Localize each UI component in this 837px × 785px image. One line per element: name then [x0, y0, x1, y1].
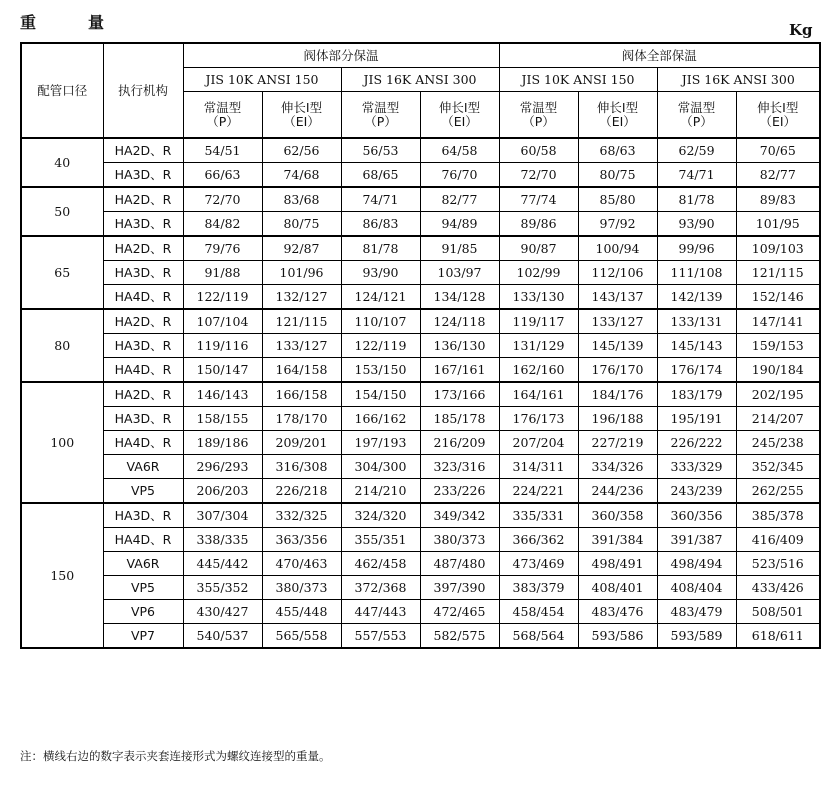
weight-cell: 107/104	[183, 309, 262, 334]
actuator-cell: HA4D、R	[103, 528, 183, 552]
header-full-insulation: 阀体全部保温	[499, 43, 820, 68]
header-standard: JIS 16K ANSI 300	[657, 68, 820, 92]
weight-cell: 109/103	[736, 236, 820, 261]
weight-cell: 335/331	[499, 503, 578, 528]
weight-cell: 314/311	[499, 455, 578, 479]
weight-cell: 433/426	[736, 576, 820, 600]
weight-cell: 332/325	[262, 503, 341, 528]
weight-cell: 150/147	[183, 358, 262, 383]
header-pipe-size: 配管口径	[21, 43, 103, 138]
weight-cell: 304/300	[341, 455, 420, 479]
weight-cell: 153/150	[341, 358, 420, 383]
weight-cell: 72/70	[183, 187, 262, 212]
header-type-code: （EⅠ）	[441, 113, 478, 129]
weight-cell: 334/326	[578, 455, 657, 479]
table-row	[21, 528, 820, 552]
table-row	[21, 334, 820, 358]
weight-cell: 498/494	[657, 552, 736, 576]
pipe-size-cell: 100	[21, 382, 103, 503]
weight-cell: 97/92	[578, 212, 657, 237]
weight-cell: 195/191	[657, 407, 736, 431]
weight-cell: 385/378	[736, 503, 820, 528]
weight-cell: 93/90	[341, 261, 420, 285]
weight-cell: 121/115	[736, 261, 820, 285]
table-row	[21, 358, 820, 383]
header-type-e1	[736, 92, 820, 139]
weight-cell: 124/121	[341, 285, 420, 310]
weight-cell: 122/119	[183, 285, 262, 310]
weight-cell: 226/218	[262, 479, 341, 504]
weight-cell: 593/586	[578, 624, 657, 649]
footnote: 注：横线右边的数字表示夹套连接形式为螺纹连接型的重量。	[20, 749, 331, 763]
weight-cell: 316/308	[262, 455, 341, 479]
weight-cell: 209/201	[262, 431, 341, 455]
weight-cell: 132/127	[262, 285, 341, 310]
weight-cell: 85/80	[578, 187, 657, 212]
header-type-p	[657, 92, 736, 139]
weight-cell: 80/75	[262, 212, 341, 237]
table-row	[21, 455, 820, 479]
weight-cell: 164/158	[262, 358, 341, 383]
weight-cell: 147/141	[736, 309, 820, 334]
header-type-code: （P）	[206, 113, 239, 129]
weight-cell: 243/239	[657, 479, 736, 504]
actuator-cell: VP5	[103, 479, 183, 504]
weight-cell: 154/150	[341, 382, 420, 407]
weight-cell: 307/304	[183, 503, 262, 528]
actuator-cell: VA6R	[103, 552, 183, 576]
actuator-cell: HA3D、R	[103, 503, 183, 528]
weight-cell: 90/87	[499, 236, 578, 261]
weight-cell: 262/255	[736, 479, 820, 504]
actuator-cell: VA6R	[103, 455, 183, 479]
weight-cell: 207/204	[499, 431, 578, 455]
weight-cell: 397/390	[420, 576, 499, 600]
actuator-cell: HA3D、R	[103, 163, 183, 188]
actuator-cell: HA4D、R	[103, 431, 183, 455]
weight-cell: 146/143	[183, 382, 262, 407]
weight-cell: 483/476	[578, 600, 657, 624]
weight-cell: 226/222	[657, 431, 736, 455]
weight-cell: 473/469	[499, 552, 578, 576]
weight-cell: 462/458	[341, 552, 420, 576]
header-type-name: 伸长Ⅰ型	[757, 99, 799, 115]
weight-cell: 349/342	[420, 503, 499, 528]
weight-cell: 91/85	[420, 236, 499, 261]
weight-cell: 416/409	[736, 528, 820, 552]
weight-cell: 508/501	[736, 600, 820, 624]
pipe-size-cell: 65	[21, 236, 103, 309]
weight-cell: 565/558	[262, 624, 341, 649]
weight-cell: 80/75	[578, 163, 657, 188]
weight-cell: 60/58	[499, 138, 578, 163]
header-type-name: 常温型	[519, 99, 558, 115]
actuator-cell: HA3D、R	[103, 261, 183, 285]
weight-cell: 216/209	[420, 431, 499, 455]
header-type-p	[183, 92, 262, 139]
weight-cell: 296/293	[183, 455, 262, 479]
weight-cell: 338/335	[183, 528, 262, 552]
actuator-cell: HA3D、R	[103, 212, 183, 237]
table-row	[21, 624, 820, 649]
weight-cell: 366/362	[499, 528, 578, 552]
table-row	[21, 163, 820, 188]
weight-cell: 77/74	[499, 187, 578, 212]
actuator-cell: HA3D、R	[103, 334, 183, 358]
weight-cell: 92/87	[262, 236, 341, 261]
weight-cell: 101/95	[736, 212, 820, 237]
header-type-e1	[578, 92, 657, 139]
weight-cell: 224/221	[499, 479, 578, 504]
weight-cell: 152/146	[736, 285, 820, 310]
weight-cell: 162/160	[499, 358, 578, 383]
weight-cell: 391/384	[578, 528, 657, 552]
weight-cell: 189/186	[183, 431, 262, 455]
weight-cell: 133/127	[578, 309, 657, 334]
weight-cell: 124/118	[420, 309, 499, 334]
weight-cell: 72/70	[499, 163, 578, 188]
weight-cell: 363/356	[262, 528, 341, 552]
weight-cell: 134/128	[420, 285, 499, 310]
weight-cell: 167/161	[420, 358, 499, 383]
weight-cell: 133/127	[262, 334, 341, 358]
header-type-code: （EⅠ）	[283, 113, 320, 129]
header-type-name: 常温型	[361, 99, 400, 115]
weight-cell: 62/56	[262, 138, 341, 163]
weight-cell: 145/139	[578, 334, 657, 358]
header-type-name: 伸长Ⅰ型	[596, 99, 639, 115]
weight-cell: 244/236	[578, 479, 657, 504]
header-partial-insulation: 阀体部分保温	[183, 43, 499, 68]
weight-cell: 76/70	[420, 163, 499, 188]
weight-cell: 176/174	[657, 358, 736, 383]
table-row	[21, 309, 820, 334]
table-row	[21, 431, 820, 455]
weight-cell: 74/68	[262, 163, 341, 188]
weight-cell: 470/463	[262, 552, 341, 576]
weight-cell: 202/195	[736, 382, 820, 407]
actuator-cell: VP6	[103, 600, 183, 624]
weight-cell: 445/442	[183, 552, 262, 576]
weight-cell: 136/130	[420, 334, 499, 358]
weight-cell: 196/188	[578, 407, 657, 431]
weight-cell: 159/153	[736, 334, 820, 358]
weight-cell: 121/115	[262, 309, 341, 334]
weight-cell: 89/83	[736, 187, 820, 212]
weight-cell: 68/65	[341, 163, 420, 188]
weight-cell: 355/352	[183, 576, 262, 600]
weight-cell: 323/316	[420, 455, 499, 479]
weight-cell: 158/155	[183, 407, 262, 431]
weight-cell: 133/130	[499, 285, 578, 310]
weight-cell: 391/387	[657, 528, 736, 552]
weight-cell: 214/207	[736, 407, 820, 431]
actuator-cell: HA4D、R	[103, 285, 183, 310]
table-row	[21, 407, 820, 431]
weight-cell: 227/219	[578, 431, 657, 455]
weight-cell: 176/170	[578, 358, 657, 383]
weight-cell: 324/320	[341, 503, 420, 528]
weight-cell: 206/203	[183, 479, 262, 504]
weight-cell: 84/82	[183, 212, 262, 237]
unit-label: Kg	[789, 21, 813, 39]
weight-cell: 176/173	[499, 407, 578, 431]
weight-cell: 568/564	[499, 624, 578, 649]
weight-cell: 352/345	[736, 455, 820, 479]
weight-cell: 498/491	[578, 552, 657, 576]
weight-cell: 70/65	[736, 138, 820, 163]
table-row	[21, 187, 820, 212]
weight-cell: 472/465	[420, 600, 499, 624]
weight-cell: 143/137	[578, 285, 657, 310]
header-type-name: 伸长Ⅰ型	[280, 99, 323, 115]
weight-cell: 372/368	[341, 576, 420, 600]
weight-cell: 487/480	[420, 552, 499, 576]
header-type-code: （P）	[680, 113, 713, 129]
header-type-p	[499, 92, 578, 139]
weight-cell: 111/108	[657, 261, 736, 285]
table-row	[21, 285, 820, 310]
weight-cell: 523/516	[736, 552, 820, 576]
header-type-name: 伸长Ⅰ型	[438, 99, 481, 115]
weight-cell: 56/53	[341, 138, 420, 163]
actuator-cell: VP7	[103, 624, 183, 649]
weight-cell: 166/158	[262, 382, 341, 407]
weight-cell: 131/129	[499, 334, 578, 358]
pipe-size-cell: 40	[21, 138, 103, 187]
weight-cell: 82/77	[420, 187, 499, 212]
weight-table	[20, 42, 821, 649]
weight-cell: 355/351	[341, 528, 420, 552]
weight-cell: 245/238	[736, 431, 820, 455]
weight-cell: 430/427	[183, 600, 262, 624]
weight-cell: 94/89	[420, 212, 499, 237]
weight-cell: 62/59	[657, 138, 736, 163]
weight-cell: 173/166	[420, 382, 499, 407]
weight-cell: 79/76	[183, 236, 262, 261]
weight-cell: 233/226	[420, 479, 499, 504]
weight-cell: 112/106	[578, 261, 657, 285]
weight-cell: 190/184	[736, 358, 820, 383]
weight-cell: 100/94	[578, 236, 657, 261]
weight-cell: 380/373	[420, 528, 499, 552]
header-actuator: 执行机构	[103, 43, 183, 138]
actuator-cell: HA2D、R	[103, 236, 183, 261]
weight-cell: 91/88	[183, 261, 262, 285]
weight-cell: 81/78	[657, 187, 736, 212]
table-row	[21, 212, 820, 237]
pipe-size-cell: 50	[21, 187, 103, 236]
weight-cell: 68/63	[578, 138, 657, 163]
weight-cell: 166/162	[341, 407, 420, 431]
weight-cell: 458/454	[499, 600, 578, 624]
weight-cell: 540/537	[183, 624, 262, 649]
weight-cell: 145/143	[657, 334, 736, 358]
weight-cell: 360/358	[578, 503, 657, 528]
weight-cell: 333/329	[657, 455, 736, 479]
weight-cell: 184/176	[578, 382, 657, 407]
header-type-p	[341, 92, 420, 139]
actuator-cell: HA2D、R	[103, 309, 183, 334]
weight-cell: 89/86	[499, 212, 578, 237]
header-type-code: （EⅠ）	[759, 113, 797, 129]
weight-cell: 99/96	[657, 236, 736, 261]
header-standard: JIS 10K ANSI 150	[499, 68, 657, 92]
weight-cell: 101/96	[262, 261, 341, 285]
weight-cell: 593/589	[657, 624, 736, 649]
weight-cell: 119/116	[183, 334, 262, 358]
weight-cell: 119/117	[499, 309, 578, 334]
weight-cell: 66/63	[183, 163, 262, 188]
weight-cell: 383/379	[499, 576, 578, 600]
weight-cell: 214/210	[341, 479, 420, 504]
weight-cell: 178/170	[262, 407, 341, 431]
weight-cell: 102/99	[499, 261, 578, 285]
pipe-size-cell: 150	[21, 503, 103, 648]
weight-cell: 83/68	[262, 187, 341, 212]
weight-cell: 483/479	[657, 600, 736, 624]
actuator-cell: VP5	[103, 576, 183, 600]
weight-cell: 447/443	[341, 600, 420, 624]
table-row	[21, 576, 820, 600]
actuator-cell: HA2D、R	[103, 138, 183, 163]
weight-cell: 133/131	[657, 309, 736, 334]
weight-cell: 110/107	[341, 309, 420, 334]
weight-cell: 408/404	[657, 576, 736, 600]
actuator-cell: HA4D、R	[103, 358, 183, 383]
header-type-name: 常温型	[677, 99, 716, 115]
weight-cell: 360/356	[657, 503, 736, 528]
header-type-e1	[262, 92, 341, 139]
weight-cell: 122/119	[341, 334, 420, 358]
weight-cell: 380/373	[262, 576, 341, 600]
weight-cell: 142/139	[657, 285, 736, 310]
weight-cell: 618/611	[736, 624, 820, 649]
header-type-code: （P）	[522, 113, 555, 129]
weight-cell: 183/179	[657, 382, 736, 407]
table-row	[21, 382, 820, 407]
weight-cell: 408/401	[578, 576, 657, 600]
weight-cell: 582/575	[420, 624, 499, 649]
table-row	[21, 261, 820, 285]
table-row	[21, 600, 820, 624]
header-standard: JIS 10K ANSI 150	[183, 68, 341, 92]
table-row	[21, 503, 820, 528]
actuator-cell: HA2D、R	[103, 187, 183, 212]
weight-cell: 74/71	[341, 187, 420, 212]
actuator-cell: HA3D、R	[103, 407, 183, 431]
header-type-name: 常温型	[203, 99, 242, 115]
weight-cell: 197/193	[341, 431, 420, 455]
table-row	[21, 479, 820, 504]
header-type-code: （EⅠ）	[599, 113, 636, 129]
weight-cell: 74/71	[657, 163, 736, 188]
weight-cell: 455/448	[262, 600, 341, 624]
page-title: 重 量	[20, 13, 123, 32]
table-row	[21, 138, 820, 163]
table-row	[21, 236, 820, 261]
header-type-code: （P）	[364, 113, 397, 129]
weight-cell: 86/83	[341, 212, 420, 237]
actuator-cell: HA2D、R	[103, 382, 183, 407]
weight-cell: 557/553	[341, 624, 420, 649]
table-row	[21, 552, 820, 576]
weight-cell: 81/78	[341, 236, 420, 261]
weight-cell: 64/58	[420, 138, 499, 163]
header-type-e1	[420, 92, 499, 139]
weight-cell: 185/178	[420, 407, 499, 431]
weight-cell: 54/51	[183, 138, 262, 163]
weight-cell: 103/97	[420, 261, 499, 285]
pipe-size-cell: 80	[21, 309, 103, 382]
header-standard: JIS 16K ANSI 300	[341, 68, 499, 92]
weight-cell: 93/90	[657, 212, 736, 237]
weight-cell: 82/77	[736, 163, 820, 188]
weight-cell: 164/161	[499, 382, 578, 407]
